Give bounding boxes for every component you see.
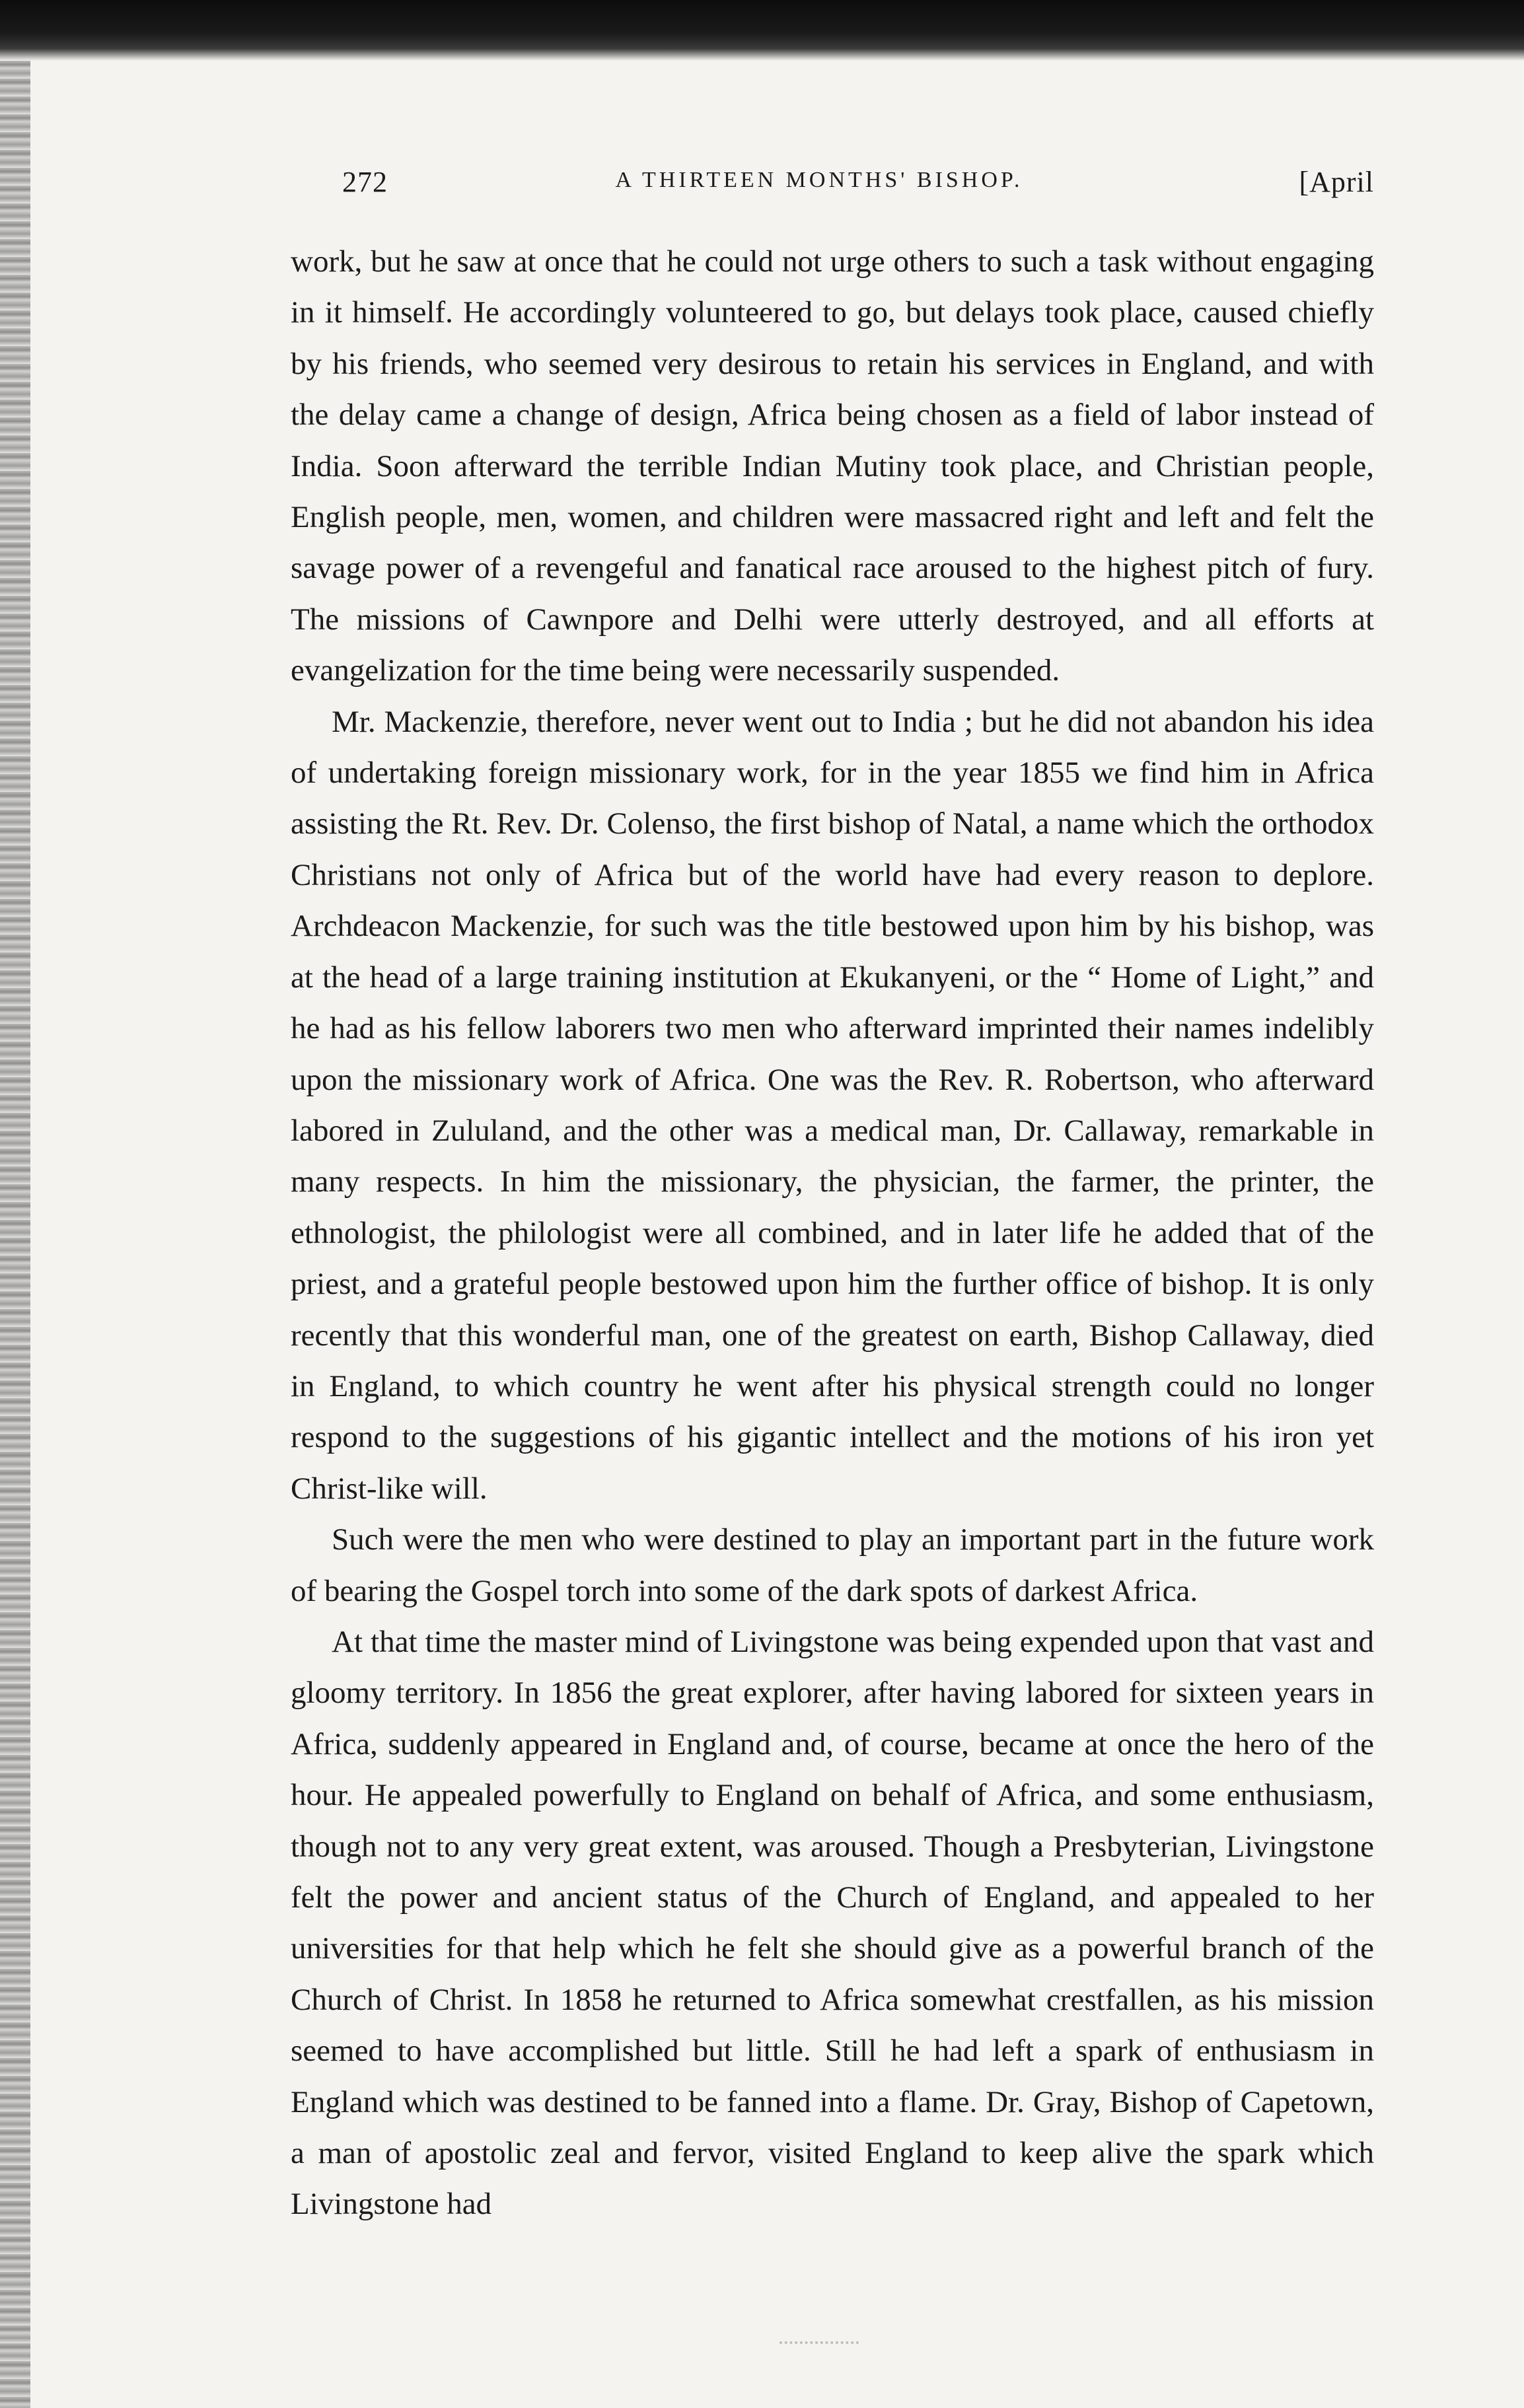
- paragraph-1: work, but he saw at once that he could not urge others to such a task without engaging in it himself. He accordingly volunteered to go, but delays took place, caused chiefly by his friends, who seemed very desirous to retain his services in England, and with the delay came a change of design, Africa being chosen as a field of labor instead of India. Soon afterward the terrible Indian Mutiny took place, and Christian people, English people, men, women, and children were massacred right and left and felt the savage power of a revengeful and fanatical race aroused to the highest pitch of fury. The missions of Cawnpore and Delhi were utterly destroyed, and all efforts at evangelization for the time being were necessarily suspended.: [291, 244, 1374, 688]
- running-header: [264, 165, 1374, 211]
- scan-top-border: [0, 0, 1524, 61]
- page-number: 272: [342, 166, 388, 198]
- scan-left-edge: [0, 61, 30, 2408]
- running-title: A THIRTEEN MONTHS' BISHOP.: [615, 168, 1023, 192]
- body-text: [264, 236, 1374, 2230]
- book-page: [264, 165, 1374, 2230]
- paragraph-3: Such were the men who were destined to play an important part in the future work of bearing the Gospel torch into some of the dark spots of darkest Africa.: [291, 1522, 1374, 1608]
- paragraph-4: At that time the master mind of Livingstone was being expended upon that vast and gloomy territory. In 1856 the great explorer, after having labored for sixteen years in Africa, suddenly appeared in England and, of course, became at once the hero of the hour. He appealed powerfully to England on behalf of Africa, and some enthusiasm, though not to any very great extent, was aroused. Though a Presbyterian, Livingstone felt the power and ancient status of the Church of England, and appealed to her universities for that help which he felt she should give as a powerful branch of the Church of Christ. In 1858 he returned to Africa somewhat crestfallen, as his mission seemed to have accomplished but little. Still he had left a spark of enthusiasm in England which was destined to be fanned into a flame. Dr. Gray, Bishop of Capetown, a man of apostolic zeal and fervor, visited England to keep alive the spark which Livingstone had: [291, 1624, 1374, 2222]
- scan-smudge: [780, 2328, 859, 2344]
- running-month: [April: [1299, 166, 1374, 198]
- paragraph-2: Mr. Mackenzie, therefore, never went out to India ; but he did not abandon his idea of undertaking foreign missionary work, for in the year 1855 we find him in Africa assisting the Rt. Rev. Dr. Colenso, the first bishop of Natal, a name which the orthodox Christians not only of Africa but of the world have had every reason to deplore. Archdeacon Mackenzie, for such was the title bestowed upon him by his bishop, was at the head of a large training institution at Ekukanyeni, or the “ Home of Light,” and he had as his fellow laborers two men who afterward imprinted their names indelibly upon the missionary work of Africa. One was the Rev. R. Robertson, who afterward labored in Zululand, and the other was a medical man, Dr. Callaway, remarkable in many respects. In him the missionary, the physician, the farmer, the printer, the ethnologist, the philologist were all combined, and in later life he added that of the priest, and a grateful people bestowed upon him the further office of bishop. It is only recently that this wonderful man, one of the greatest on earth, Bishop Callaway, died in England, to which country he went after his physical strength could no longer respond to the suggestions of his gigantic intellect and the motions of his iron yet Christ-like will.: [291, 704, 1374, 1506]
